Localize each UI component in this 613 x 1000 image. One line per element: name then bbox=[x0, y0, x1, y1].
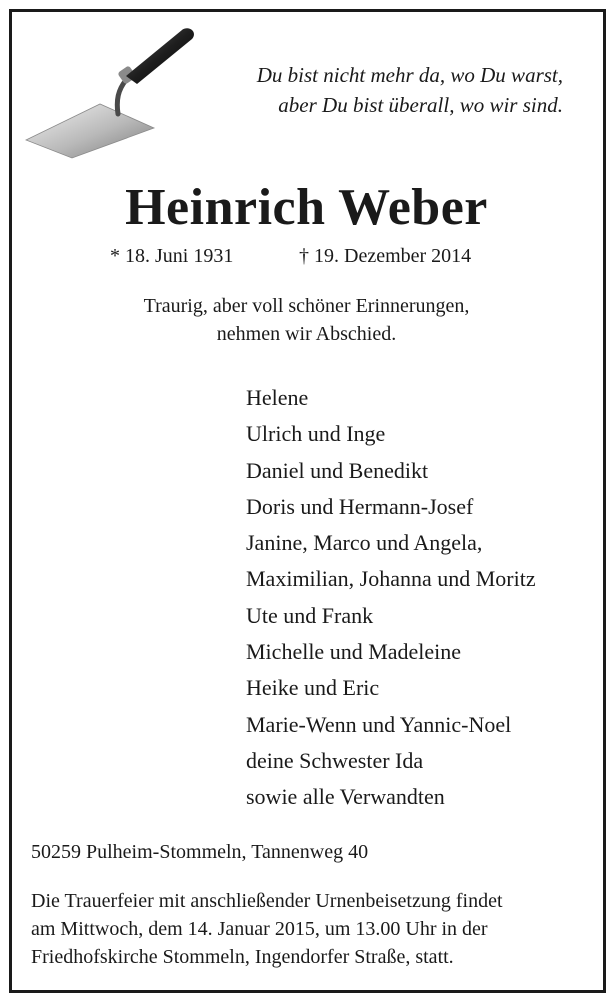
mourner-item: Daniel und Benedikt bbox=[246, 457, 429, 483]
mourner-item: Ute und Frank bbox=[246, 602, 374, 628]
mourner-item: Maximilian, Johanna und Moritz bbox=[246, 566, 536, 592]
ceremony-info bbox=[31, 887, 591, 971]
ceremony-line-2: am Mittwoch, dem 14. Januar 2015, um 13.00 Uhr in der bbox=[31, 918, 488, 940]
mourner-item: Marie-Wenn und Yannic-Noel bbox=[246, 711, 512, 737]
quote bbox=[257, 60, 563, 120]
life-dates bbox=[110, 243, 472, 269]
deceased-name: Heinrich Weber bbox=[125, 179, 488, 236]
ceremony-line-1: Die Trauerfeier mit anschließender Urnenbeisetzung findet bbox=[31, 890, 503, 912]
mourner-item: Michelle und Madeleine bbox=[246, 639, 462, 665]
death-date: † 19. Dezember 2014 bbox=[299, 245, 472, 267]
farewell-line-2: nehmen wir Abschied. bbox=[216, 323, 397, 345]
mourner-item: Janine, Marco und Angela, bbox=[246, 530, 483, 556]
mourner-item: Doris und Hermann-Josef bbox=[246, 493, 474, 519]
mourner-item: sowie alle Verwandten bbox=[246, 784, 445, 810]
farewell-line-1: Traurig, aber voll schöner Erinnerungen, bbox=[143, 295, 470, 317]
birth-date: * 18. Juni 1931 bbox=[110, 245, 234, 267]
quote-line-2: aber Du bist überall, wo wir sind. bbox=[278, 93, 563, 117]
quote-line-1: Du bist nicht mehr da, wo Du warst, bbox=[256, 63, 563, 87]
farewell-text bbox=[0, 292, 613, 348]
trowel-icon bbox=[22, 20, 202, 165]
ceremony-line-3: Friedhofskirche Stommeln, Ingendorfer Straße, statt. bbox=[31, 946, 454, 968]
mourner-item: Helene bbox=[246, 385, 309, 410]
mourner-item: deine Schwester Ida bbox=[246, 747, 424, 773]
mourner-item: Ulrich und Inge bbox=[246, 421, 386, 447]
mourner-item: Heike und Eric bbox=[246, 675, 380, 701]
mourners-list bbox=[246, 380, 536, 816]
mourning-address: 50259 Pulheim-Stommeln, Tannenweg 40 bbox=[31, 841, 369, 863]
